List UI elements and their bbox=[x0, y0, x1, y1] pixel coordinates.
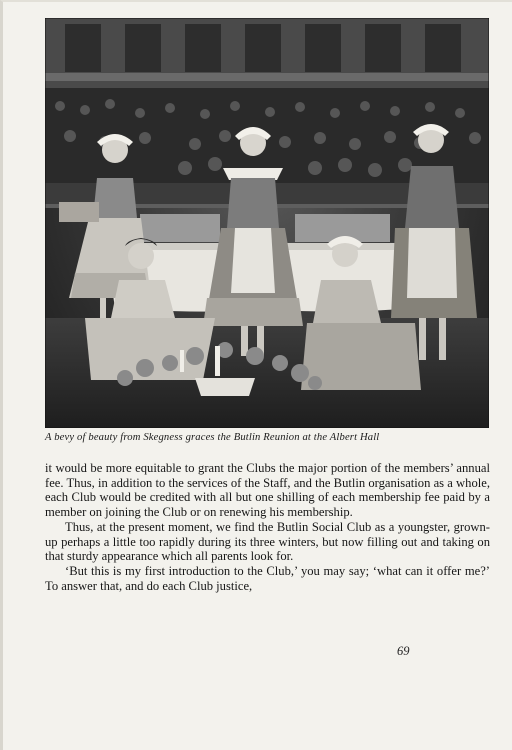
photograph-illustration bbox=[45, 18, 489, 428]
page-number: 69 bbox=[397, 644, 410, 658]
photograph bbox=[45, 18, 489, 428]
photo-caption: A bevy of beauty from Skegness graces the Butlin Reunion at the Albert Hall bbox=[45, 432, 380, 443]
body-text bbox=[45, 461, 490, 593]
paragraph: ‘But this is my first introduction to the Club,’ you may say; ‘what can it offer me?’ To answer that, and do each Club justice, bbox=[45, 563, 490, 593]
paragraph: it would be more equitable to grant the Clubs the major portion of the members’ annual fee. Thus, in addition to the services of the Staff, and the Butlin organisation as a whole, each Club would be credited with all but one shilling of each membership fee paid by a member on joining the Club or on renewing his membership. bbox=[45, 461, 490, 520]
paragraph: Thus, at the present moment, we find the Butlin Social Club as a youngster, grown-up perhaps a little too rapidly during its three winters, but now filling out and taking on that sturdy appearance which all parents look for. bbox=[45, 519, 490, 564]
